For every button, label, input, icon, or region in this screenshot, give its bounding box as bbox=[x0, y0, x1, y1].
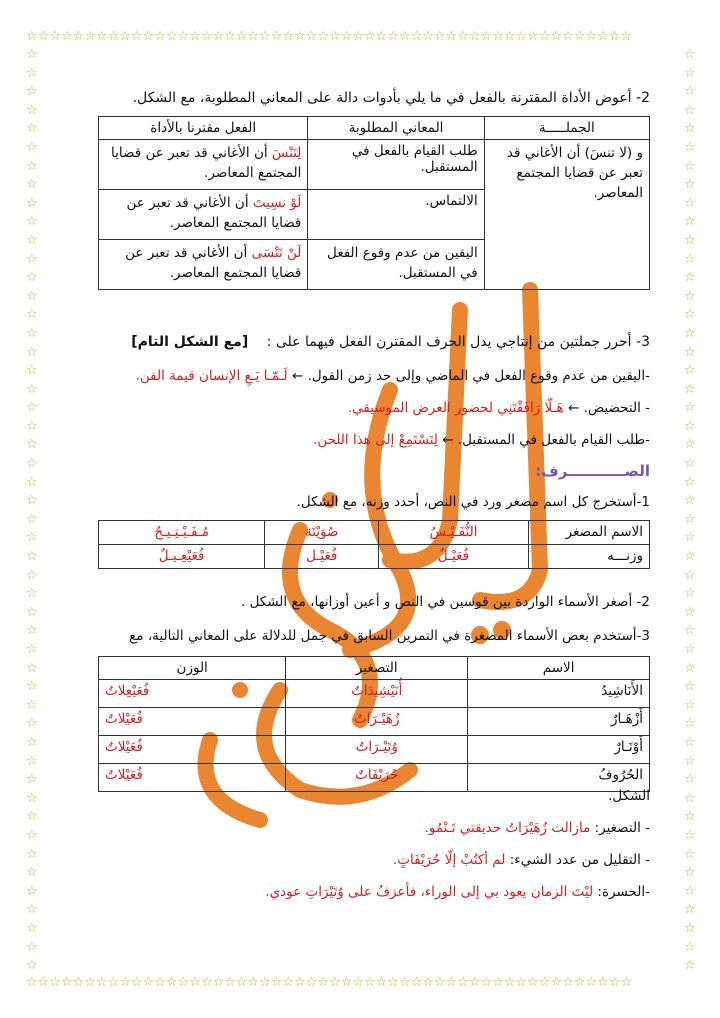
sarf-3-title: 3-أستخدم بعض الأسماء المصغرة في التمرين السابق في جمل للدلالة على المعاني التالية، مع bbox=[129, 628, 650, 644]
table-cell-answer: لِتَنْسَ أن الأغاني قد تعبر عن قضايا المجتمع المعاصر. bbox=[99, 140, 308, 190]
table-weights bbox=[98, 656, 650, 792]
exercise-3-line: - التحضيض. ← هَـلّا رَافَقْتَنِي لحضور العرض الموسيقي. bbox=[347, 400, 650, 416]
table-cell: فُعَيْلاتٌ bbox=[99, 736, 286, 764]
star-border-bottom: ☆☆☆☆☆☆☆☆☆☆☆☆☆☆☆☆☆☆☆☆☆☆☆☆☆☆☆☆☆☆☆☆☆☆☆☆☆☆☆☆☆☆☆☆☆☆☆☆☆☆☆☆ bbox=[26, 976, 633, 990]
table-cell: فُعَيْـل bbox=[265, 545, 379, 569]
table-header: الفعل مقترنا بالأداة bbox=[99, 117, 308, 140]
table-cell: فُعَيْعِلاتٌ bbox=[99, 680, 286, 708]
table-cell: مُـفَـيْـتِـيـحٌ bbox=[99, 521, 265, 545]
table-cell: وُتَيْـرَاتٌ bbox=[286, 736, 468, 764]
table-cell-meaning: اليقين من عدم وقوع الفعل في المستقبل. bbox=[308, 240, 484, 290]
table-cell: أَزْهَـارٌ bbox=[468, 708, 650, 736]
table-cell: زُهَيْـرَاتٌ bbox=[286, 708, 468, 736]
sentence-highlight: (لا تنسَ) bbox=[584, 145, 633, 161]
table-cell-meaning: طلب القيام بالفعل في المستقبل. bbox=[308, 140, 484, 190]
table-cell: صُوَيْتَة bbox=[265, 521, 379, 545]
final-line: -الحسرة: ليْتَ الزمان يعود بي إلى الوراء، فأعزفُ على وُتَيْرَاتِ عودي. bbox=[265, 884, 650, 900]
table-cell: الحُرُوفُ bbox=[468, 764, 650, 792]
star-border-top: ☆☆☆☆☆☆☆☆☆☆☆☆☆☆☆☆☆☆☆☆☆☆☆☆☆☆☆☆☆☆☆☆☆☆☆☆☆☆☆☆☆☆☆☆☆☆☆☆☆☆☆☆ bbox=[26, 30, 633, 44]
exercise-3-line: -اليقين من عدم وقوع الفعل في الماضي وإلى حد زمن القول. ← لَـمّـا يَـعِ الإنسان قيمة الفن. bbox=[135, 368, 650, 384]
table-cell: أَوْتَـارٌ bbox=[468, 736, 650, 764]
table-cell: النُّفَـيْـسُ bbox=[379, 521, 529, 545]
table-header: الوزن bbox=[99, 657, 286, 680]
table-cell: الأَنَاشِيدُ bbox=[468, 680, 650, 708]
exercise-3-title: 3- أحرر جملتين من إنتاجي يدل الحرف المقترن الفعل فيهما على : [مع الشكل التام] bbox=[131, 334, 650, 350]
table-cell: فُعَيْـلٌ bbox=[379, 545, 529, 569]
exercise-2-title: 2- أعوض الأداة المقترنة بالفعل في ما يلي بأدوات دالة على المعاني المطلوبة، مع الشكل. bbox=[132, 90, 650, 106]
sarf-2-title: 2- أصغر الأسماء الواردة بين قوسين في النص و أعين أوزانها، مع الشكل . bbox=[241, 594, 650, 610]
table-cell: فُعَيْلاتٌ bbox=[99, 708, 286, 736]
star-border-left: ☆☆☆☆☆☆☆☆☆☆☆☆☆☆☆☆☆☆☆☆☆☆☆☆☆☆☆☆☆☆☆☆☆☆☆☆☆☆☆☆☆☆☆☆☆☆☆☆☆☆ bbox=[26, 47, 38, 974]
table-diminutives bbox=[98, 520, 650, 569]
table-header: التصغير bbox=[286, 657, 468, 680]
star-border-right: ☆☆☆☆☆☆☆☆☆☆☆☆☆☆☆☆☆☆☆☆☆☆☆☆☆☆☆☆☆☆☆☆☆☆☆☆☆☆☆☆☆☆☆☆☆☆☆☆☆☆ bbox=[684, 47, 696, 974]
table-cell: حُرَيْفَاتٌ bbox=[286, 764, 468, 792]
table-header: الجملـــــة bbox=[484, 117, 649, 140]
exercise-3-line: -طلب القيام بالفعل في المستقبل. ← لِتَسْتَمِعْ إلى هذا اللحن. bbox=[313, 432, 650, 448]
table-tools bbox=[98, 116, 650, 290]
final-line: - التقليل من عدد الشيء: لم أكتُبْ إلّا حُرَيْفَاتٍ. bbox=[392, 852, 650, 868]
table-cell-answer: لَوْ نسِيتَ أن الأغاني قد تعبر عن قضايا المجتمع المعاصر. bbox=[99, 190, 308, 240]
sarf-1-title: 1-أستخرج كل اسم مصغر ورد في النص، أحدد وزنه، مع الشكل. bbox=[296, 494, 650, 510]
table-cell: فُعَيْلاتٌ bbox=[99, 764, 286, 792]
table-cell-answer: لَنْ تَنْسَى أن الأغاني قد تعبر عن قضايا المجتمع المعاصر. bbox=[99, 240, 308, 290]
table-cell-meaning: الالتماس. bbox=[308, 190, 484, 240]
final-line: - التصغير: مازالت زُهَيْرَاتُ حديقتي تَـنْمُو. bbox=[424, 820, 650, 836]
table-label: الاسم المصغر bbox=[528, 521, 649, 545]
table-cell-sentence: و (لا تنسَ) أن الأغاني قد تعبر عن قضايا المجتمع المعاصر. bbox=[484, 140, 649, 290]
table-header: المعاني المطلوبة bbox=[308, 117, 484, 140]
shakl-word: الشكل. bbox=[608, 788, 650, 804]
sarf-heading: الصـــــــــــرف: bbox=[535, 462, 650, 480]
table-header: الاسم bbox=[468, 657, 650, 680]
table-cell: أُنَيْشِيدَاتٌ bbox=[286, 680, 468, 708]
table-label: وزنـــه bbox=[528, 545, 649, 569]
exercise-3-note: [مع الشكل التام] bbox=[131, 334, 249, 350]
table-cell: فُعَيْعِـيـلٌ bbox=[99, 545, 265, 569]
